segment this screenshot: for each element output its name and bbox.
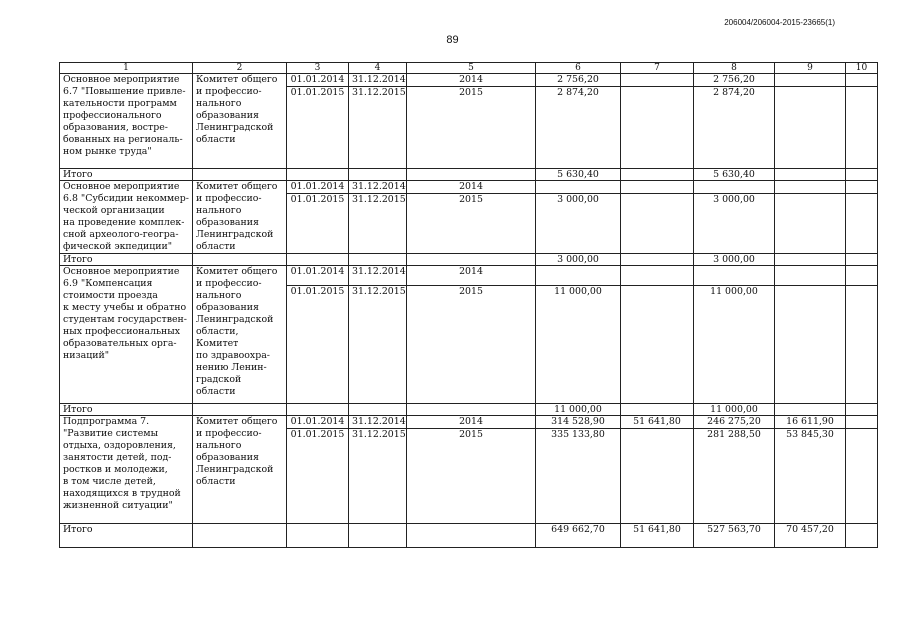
table-row [60, 266, 878, 286]
amount-total-cell: 314 528,90 [536, 416, 621, 429]
total-col7-cell [621, 254, 694, 266]
amount-total-cell: 2 756,20 [536, 74, 621, 87]
page-number: 89 [446, 34, 459, 46]
measure-name-cell: Основное мероприятие 6.9 "Компенсация стоимости проезда к месту учебы и обратно студентам государствен- ных профессиональных образовательных орга- низаций" [60, 266, 193, 404]
empty-cell [193, 169, 287, 181]
amount-col10-cell [846, 429, 878, 524]
amount-col10-cell [846, 416, 878, 429]
empty-cell [287, 524, 349, 548]
year-cell: 2014 [407, 416, 536, 429]
amount-col8-cell: 11 000,00 [694, 286, 775, 404]
year-cell: 2015 [407, 87, 536, 169]
amount-total-cell: 3 000,00 [536, 194, 621, 254]
executor-cell: Комитет общего и профессио- нального образования Ленинградской области [193, 416, 287, 524]
amount-col8-cell [694, 181, 775, 194]
column-number: 7 [621, 63, 694, 74]
total-col7-cell [621, 404, 694, 416]
document-id: 206004/206004-2015-23665(1) [724, 18, 835, 27]
end-date-cell: 31.12.2015 [349, 194, 407, 254]
amount-col10-cell [846, 87, 878, 169]
total-col8-cell: 5 630,40 [694, 169, 775, 181]
column-number: 5 [407, 63, 536, 74]
executor-cell: Комитет общего и профессио- нального образования Ленинградской области [193, 181, 287, 254]
total-amount-cell: 3 000,00 [536, 254, 621, 266]
empty-cell [407, 524, 536, 548]
column-number: 9 [775, 63, 846, 74]
empty-cell [407, 404, 536, 416]
amount-col7-cell [621, 429, 694, 524]
amount-col10-cell [846, 74, 878, 87]
start-date-cell: 01.01.2014 [287, 74, 349, 87]
total-col8-cell: 527 563,70 [694, 524, 775, 548]
empty-cell [349, 169, 407, 181]
amount-col9-cell [775, 87, 846, 169]
year-cell: 2014 [407, 266, 536, 286]
empty-cell [349, 254, 407, 266]
amount-col10-cell [846, 266, 878, 286]
amount-col8-cell: 246 275,20 [694, 416, 775, 429]
executor-cell: Комитет общего и профессио- нального образования Ленинградской области, Комитет по здравоохра- нению Ленин- градской области [193, 266, 287, 404]
empty-cell [193, 524, 287, 548]
amount-col8-cell: 281 288,50 [694, 429, 775, 524]
amount-col8-cell: 3 000,00 [694, 194, 775, 254]
end-date-cell: 31.12.2014 [349, 181, 407, 194]
total-row [60, 254, 878, 266]
table-row [60, 74, 878, 87]
amount-col9-cell [775, 74, 846, 87]
amount-col7-cell [621, 74, 694, 87]
column-number: 4 [349, 63, 407, 74]
total-row [60, 404, 878, 416]
total-label: Итого [60, 404, 193, 416]
column-number-row [60, 63, 878, 74]
total-row [60, 524, 878, 548]
total-amount-cell: 11 000,00 [536, 404, 621, 416]
total-label: Итого [60, 524, 193, 548]
amount-total-cell [536, 181, 621, 194]
column-number: 1 [60, 63, 193, 74]
budget-table [59, 62, 878, 548]
start-date-cell: 01.01.2015 [287, 194, 349, 254]
empty-cell [407, 169, 536, 181]
amount-col10-cell [846, 194, 878, 254]
end-date-cell: 31.12.2015 [349, 286, 407, 404]
column-number: 10 [846, 63, 878, 74]
start-date-cell: 01.01.2015 [287, 286, 349, 404]
column-number: 3 [287, 63, 349, 74]
year-cell: 2015 [407, 286, 536, 404]
amount-total-cell: 2 874,20 [536, 87, 621, 169]
year-cell: 2014 [407, 74, 536, 87]
amount-col10-cell [846, 181, 878, 194]
empty-cell [407, 254, 536, 266]
empty-cell [193, 254, 287, 266]
year-cell: 2015 [407, 194, 536, 254]
amount-col10-cell [846, 286, 878, 404]
total-amount-cell: 5 630,40 [536, 169, 621, 181]
total-col9-cell [775, 169, 846, 181]
amount-col8-cell [694, 266, 775, 286]
start-date-cell: 01.01.2014 [287, 181, 349, 194]
measure-name-cell: Основное мероприятие 6.7 "Повышение привле- кательности программ профессионального образования, востре- бованных на региональ- ном рынке труда" [60, 74, 193, 169]
column-number: 6 [536, 63, 621, 74]
empty-cell [349, 404, 407, 416]
start-date-cell: 01.01.2015 [287, 429, 349, 524]
total-col9-cell: 70 457,20 [775, 524, 846, 548]
table-row [60, 181, 878, 194]
end-date-cell: 31.12.2014 [349, 74, 407, 87]
amount-col9-cell: 16 611,90 [775, 416, 846, 429]
total-col10-cell [846, 524, 878, 548]
total-col7-cell: 51 641,80 [621, 524, 694, 548]
measure-name-cell: Подпрограмма 7. "Развитие системы отдыха, оздоровления, занятости детей, под- ростков и молодежи, в том числе детей, находящихся в трудной жизненной ситуации" [60, 416, 193, 524]
amount-total-cell [536, 266, 621, 286]
end-date-cell: 31.12.2015 [349, 429, 407, 524]
amount-col9-cell [775, 266, 846, 286]
measure-name-cell: Основное мероприятие 6.8 "Субсидии некоммер- ческой организации на проведение комплек- сной археолого-геогра- фической экпедиции" [60, 181, 193, 254]
amount-col9-cell [775, 194, 846, 254]
amount-col9-cell [775, 286, 846, 404]
amount-col7-cell [621, 194, 694, 254]
column-number: 8 [694, 63, 775, 74]
total-col7-cell [621, 169, 694, 181]
total-col9-cell [775, 254, 846, 266]
start-date-cell: 01.01.2015 [287, 87, 349, 169]
amount-total-cell: 11 000,00 [536, 286, 621, 404]
amount-col7-cell [621, 87, 694, 169]
empty-cell [349, 524, 407, 548]
total-amount-cell: 649 662,70 [536, 524, 621, 548]
column-number: 2 [193, 63, 287, 74]
total-col8-cell: 3 000,00 [694, 254, 775, 266]
empty-cell [287, 404, 349, 416]
empty-cell [193, 404, 287, 416]
start-date-cell: 01.01.2014 [287, 266, 349, 286]
total-col10-cell [846, 254, 878, 266]
amount-col8-cell: 2 756,20 [694, 74, 775, 87]
executor-cell: Комитет общего и профессио- нального образования Ленинградской области [193, 74, 287, 169]
end-date-cell: 31.12.2014 [349, 416, 407, 429]
total-col10-cell [846, 169, 878, 181]
total-label: Итого [60, 254, 193, 266]
table-row [60, 416, 878, 429]
total-label: Итого [60, 169, 193, 181]
amount-col9-cell [775, 181, 846, 194]
year-cell: 2014 [407, 181, 536, 194]
amount-col9-cell: 53 845,30 [775, 429, 846, 524]
end-date-cell: 31.12.2014 [349, 266, 407, 286]
total-col10-cell [846, 404, 878, 416]
empty-cell [287, 169, 349, 181]
amount-col7-cell: 51 641,80 [621, 416, 694, 429]
amount-col7-cell [621, 181, 694, 194]
amount-col8-cell: 2 874,20 [694, 87, 775, 169]
total-col8-cell: 11 000,00 [694, 404, 775, 416]
total-row [60, 169, 878, 181]
amount-col7-cell [621, 266, 694, 286]
end-date-cell: 31.12.2015 [349, 87, 407, 169]
total-col9-cell [775, 404, 846, 416]
amount-total-cell: 335 133,80 [536, 429, 621, 524]
empty-cell [287, 254, 349, 266]
amount-col7-cell [621, 286, 694, 404]
year-cell: 2015 [407, 429, 536, 524]
start-date-cell: 01.01.2014 [287, 416, 349, 429]
